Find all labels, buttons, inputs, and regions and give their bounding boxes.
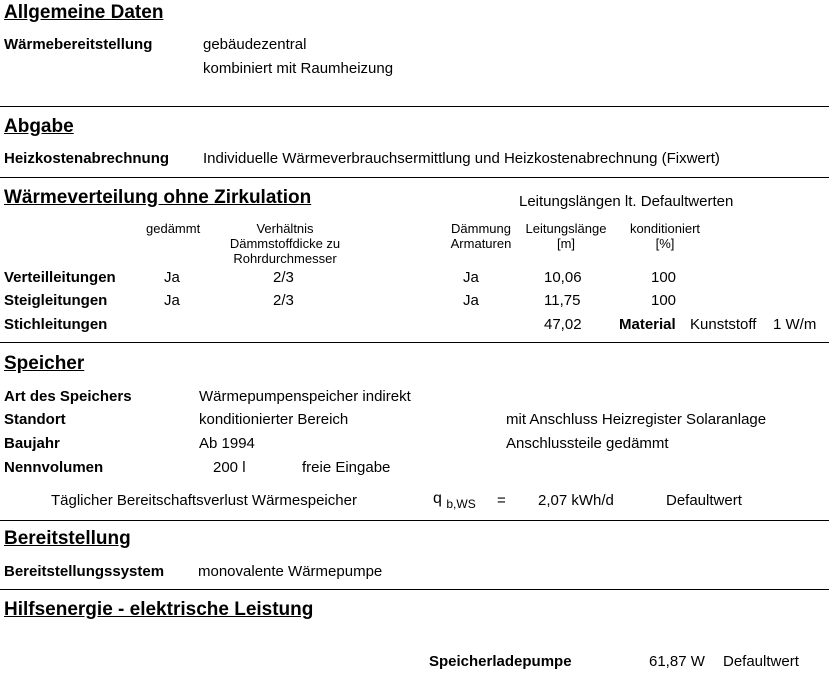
- row-konditioniert: 100: [651, 292, 677, 309]
- material-w: 1 W/m: [773, 316, 817, 333]
- leitungslaengen-note: Leitungslängen lt. Defaultwerten: [519, 193, 734, 210]
- row-laenge: 10,06: [544, 269, 582, 286]
- speicherladepumpe-label: Speicherladepumpe: [429, 653, 572, 670]
- row-verhaeltnis: 2/3: [273, 269, 294, 286]
- divider: [0, 106, 829, 107]
- row-daemmung: Ja: [463, 269, 479, 286]
- verlust-value: 2,07 kWh/d: [538, 492, 614, 509]
- row-laenge: 11,75: [544, 292, 581, 309]
- section-title-allgemeine: Allgemeine Daten: [4, 2, 164, 23]
- material-label: Material: [619, 316, 676, 333]
- section-title-speicher: Speicher: [4, 353, 85, 374]
- header-verhaeltnis: Verhältnis Dämmstoffdicke zu Rohrdurchmesser: [229, 221, 341, 266]
- baujahr-right: Anschlussteile gedämmt: [506, 435, 669, 452]
- bereitstellungssystem-value: monovalente Wärmepumpe: [198, 563, 383, 580]
- speicherladepumpe-note: Defaultwert: [723, 653, 799, 670]
- row-konditioniert: 100: [651, 269, 677, 286]
- row-label: Steigleitungen: [4, 292, 108, 309]
- material-value: Kunststoff: [690, 316, 757, 333]
- standort-right: mit Anschluss Heizregister Solaranlage: [506, 411, 767, 428]
- nennvolumen-value: 200 l: [213, 459, 246, 476]
- art-value: Wärmepumpenspeicher indirekt: [199, 388, 411, 405]
- divider: [0, 520, 829, 521]
- row-verhaeltnis: 2/3: [273, 292, 294, 309]
- stich-laenge: 47,02: [544, 316, 582, 333]
- header-leitungslaenge: Leitungslänge [m]: [525, 221, 607, 251]
- divider: [0, 177, 829, 178]
- standort-label: Standort: [4, 411, 66, 428]
- verlust-eq: =: [497, 492, 506, 509]
- nennvolumen-label: Nennvolumen: [4, 459, 104, 476]
- verlust-symbol: q $_{b,WS}$: [433, 490, 476, 511]
- waermebereitstellung-value-2: kombiniert mit Raumheizung: [203, 60, 394, 77]
- standort-value: konditionierter Bereich: [199, 411, 349, 428]
- waermebereitstellung-label: Wärmebereitstellung: [4, 36, 153, 53]
- nennvolumen-note: freie Eingabe: [302, 459, 391, 476]
- row-label: Verteilleitungen: [4, 269, 116, 286]
- speicherladepumpe-value: 61,87 W: [649, 653, 705, 670]
- row-daemmung: Ja: [463, 292, 479, 309]
- heizkosten-value: Individuelle Wärmeverbrauchsermittlung und Heizkostenabrechnung (Fixwert): [203, 150, 720, 167]
- baujahr-value: Ab 1994: [199, 435, 255, 452]
- row-gedaemmt: Ja: [164, 292, 180, 309]
- divider: [0, 589, 829, 590]
- section-title-hilfsenergie: Hilfsenergie - elektrische Leistung: [4, 599, 314, 620]
- row-gedaemmt: Ja: [164, 269, 180, 286]
- section-title-bereitstellung: Bereitstellung: [4, 528, 131, 549]
- divider: [0, 342, 829, 343]
- heizkosten-label: Heizkostenabrechnung: [4, 150, 170, 167]
- section-title-abgabe: Abgabe: [4, 116, 74, 137]
- waermebereitstellung-value: gebäudezentral: [203, 36, 307, 53]
- bereitstellungssystem-label: Bereitstellungssystem: [4, 563, 165, 580]
- header-konditioniert: konditioniert [%]: [629, 221, 701, 251]
- verlust-note: Defaultwert: [666, 492, 742, 509]
- header-gedaemmt: gedämmt: [146, 221, 201, 236]
- art-label: Art des Speichers: [4, 388, 132, 405]
- row-label-stichleitungen: Stichleitungen: [4, 316, 108, 333]
- header-daemmung: Dämmung Armaturen: [450, 221, 512, 251]
- verlust-label: Täglicher Bereitschaftsverlust Wärmespeicher: [51, 492, 357, 509]
- baujahr-label: Baujahr: [4, 435, 60, 452]
- section-title-verteilung: Wärmeverteilung ohne Zirkulation: [4, 187, 312, 208]
